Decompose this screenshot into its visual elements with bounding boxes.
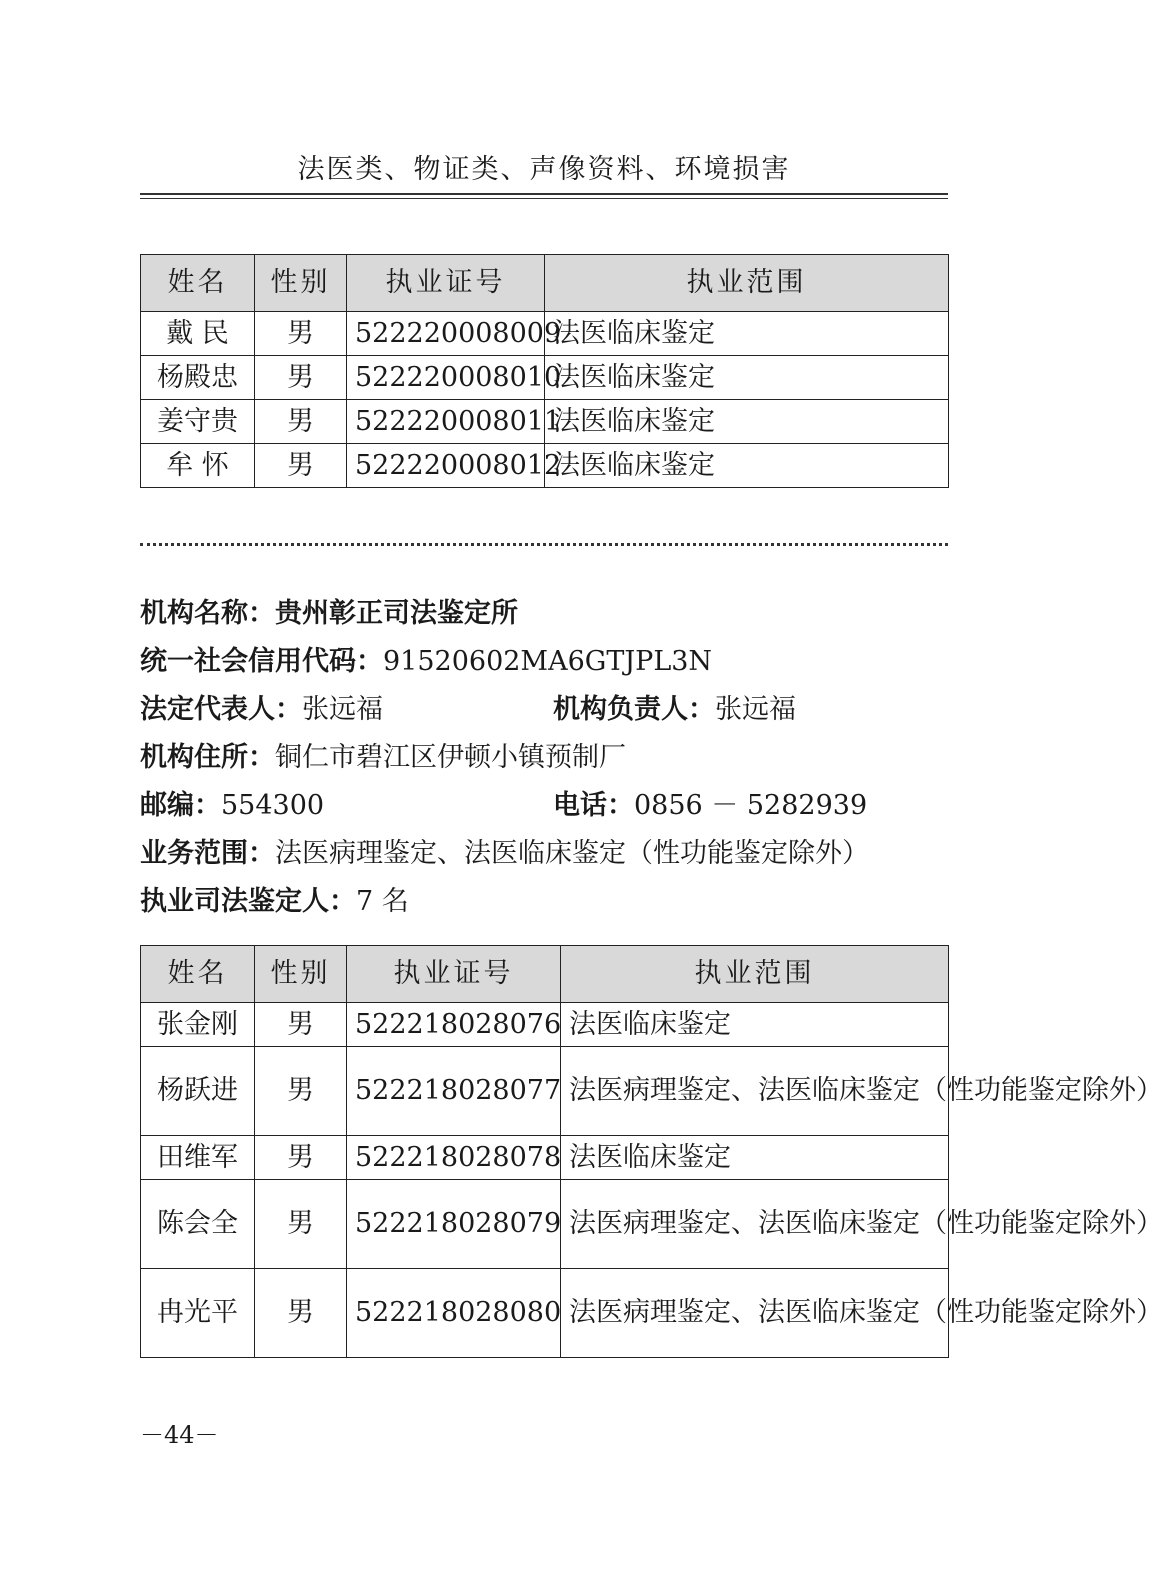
credit-code-value: 91520602MA6GTJPL3N (383, 646, 713, 677)
table-row (141, 356, 949, 400)
cell-gender: 男 (255, 400, 347, 444)
cell-name: 张金刚 (141, 1003, 255, 1047)
cell-name: 姜守贵 (141, 400, 255, 444)
cell-name: 戴 民 (141, 312, 255, 356)
cell-scope: 法医病理鉴定、法医临床鉴定（性功能鉴定除外） (561, 1047, 949, 1136)
cell-name: 田维军 (141, 1136, 255, 1180)
cell-scope: 法医临床鉴定 (545, 356, 949, 400)
postcode-value: 554300 (221, 790, 325, 821)
postcode-line (140, 789, 324, 823)
table-row (141, 1003, 949, 1047)
phone-line (553, 789, 867, 823)
cell-license: 522218028076 (347, 1003, 561, 1047)
page-header-title: 法医类、物证类、声像资料、环境损害 (297, 154, 791, 185)
cell-license: 522218028078 (347, 1136, 561, 1180)
table-row (141, 312, 949, 356)
phone-value: 0856 － 5282939 (634, 790, 868, 821)
business-scope-label: 业务范围： (140, 838, 275, 869)
table-header-row (141, 255, 949, 312)
cell-name: 牟 怀 (141, 444, 255, 488)
dotted-separator (140, 543, 948, 546)
appraiser-count-value: 7 名 (356, 886, 409, 917)
appraiser-count-line (140, 885, 409, 919)
org-head-label: 机构负责人： (553, 694, 715, 725)
cell-scope: 法医临床鉴定 (561, 1136, 949, 1180)
business-scope-line (140, 837, 869, 871)
cell-license: 522218028079 (347, 1180, 561, 1269)
cell-scope: 法医临床鉴定 (561, 1003, 949, 1047)
org-name-label: 机构名称： (140, 598, 275, 629)
table-row (141, 1269, 949, 1358)
table-row (141, 1136, 949, 1180)
address-label: 机构住所： (140, 742, 275, 773)
cell-license: 522218028077 (347, 1047, 561, 1136)
cell-gender: 男 (255, 1269, 347, 1358)
column-header-gender: 性别 (255, 255, 347, 312)
postcode-label: 邮编： (140, 790, 221, 821)
legal-rep-label: 法定代表人： (140, 694, 302, 725)
column-header-license: 执业证号 (347, 255, 545, 312)
address-value: 铜仁市碧江区伊顿小镇预制厂 (275, 742, 626, 773)
cell-license: 522218028080 (347, 1269, 561, 1358)
org-name-line (140, 597, 518, 631)
cell-name: 陈会全 (141, 1180, 255, 1269)
column-header-scope: 执业范围 (561, 946, 949, 1003)
table-row (141, 444, 949, 488)
cell-scope: 法医病理鉴定、法医临床鉴定（性功能鉴定除外） (561, 1180, 949, 1269)
org-head-value: 张远福 (715, 694, 796, 725)
column-header-name: 姓名 (141, 946, 255, 1003)
credit-code-line (140, 645, 712, 679)
cell-scope: 法医病理鉴定、法医临床鉴定（性功能鉴定除外） (561, 1269, 949, 1358)
cell-license: 522220008010 (347, 356, 545, 400)
column-header-license: 执业证号 (347, 946, 561, 1003)
cell-scope: 法医临床鉴定 (545, 400, 949, 444)
cell-license: 522220008012 (347, 444, 545, 488)
org-name-value: 贵州彰正司法鉴定所 (275, 598, 518, 629)
column-header-name: 姓名 (141, 255, 255, 312)
cell-gender: 男 (255, 1136, 347, 1180)
business-scope-value: 法医病理鉴定、法医临床鉴定（性功能鉴定除外） (275, 838, 869, 869)
cell-gender: 男 (255, 1180, 347, 1269)
org-head-line (553, 693, 796, 727)
column-header-scope: 执业范围 (545, 255, 949, 312)
header-rule-thin (140, 198, 948, 199)
cell-scope: 法医临床鉴定 (545, 312, 949, 356)
cell-license: 522220008009 (347, 312, 545, 356)
table-row (141, 1180, 949, 1269)
cell-license: 522220008011 (347, 400, 545, 444)
legal-rep-line (140, 693, 383, 727)
column-header-gender: 性别 (255, 946, 347, 1003)
cell-name: 冉光平 (141, 1269, 255, 1358)
phone-label: 电话： (553, 790, 634, 821)
cell-scope: 法医临床鉴定 (545, 444, 949, 488)
cell-gender: 男 (255, 1003, 347, 1047)
cell-name: 杨殿忠 (141, 356, 255, 400)
cell-gender: 男 (255, 356, 347, 400)
appraiser-count-label: 执业司法鉴定人： (140, 886, 356, 917)
cell-name: 杨跃进 (141, 1047, 255, 1136)
address-line (140, 741, 626, 775)
table-row (141, 1047, 949, 1136)
credit-code-label: 统一社会信用代码： (140, 646, 383, 677)
cell-gender: 男 (255, 444, 347, 488)
table-row (141, 400, 949, 444)
table-header-row (141, 946, 949, 1003)
cell-gender: 男 (255, 312, 347, 356)
page-number: －44－ (140, 1421, 219, 1449)
header-rule-thick (140, 193, 948, 195)
appraiser-table-2 (140, 945, 1163, 1358)
legal-rep-value: 张远福 (302, 694, 383, 725)
appraiser-table-1 (140, 254, 949, 488)
cell-gender: 男 (255, 1047, 347, 1136)
